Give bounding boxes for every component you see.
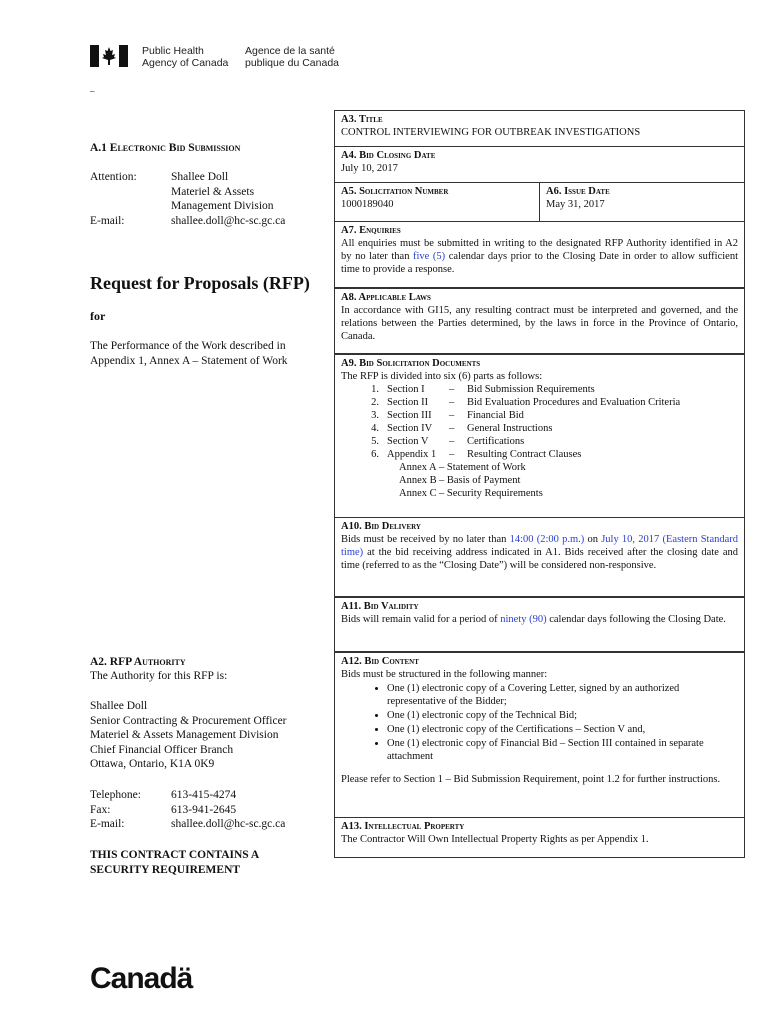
- a4-closing-date: July 10, 2017: [341, 163, 398, 174]
- rfp-title: Request for Proposals (RFP): [90, 273, 310, 293]
- a6-cell: A6. Issue Date May 31, 2017: [540, 183, 744, 221]
- a2-contact-labels: Telephone: Fax: E-mail:: [90, 789, 141, 830]
- a10-box: A10. Bid Delivery Bids must be received by no later than 14:00 (2:00 p.m.) on July 10, 2017 (Eastern Standard time) at the bid receiving address indicated in A1. Bids received after the closing date and time (referred to as the “Closing Date”) will be considered non-responsive.: [334, 517, 745, 597]
- a1-attention-block: Shallee Doll Materiel & Assets Management Division: [171, 171, 274, 212]
- annex-item: Annex C – Security Requirements: [399, 488, 543, 499]
- list-item: • One (1) electronic copy of a Covering Letter, signed by an authorized representative of the Bidder;: [387, 682, 738, 708]
- list-item: 1. Section I – Bid Submission Requirements: [371, 384, 595, 395]
- a2-authority-block: Shallee Doll Senior Contracting & Procurement Officer Materiel & Assets Management Division Chief Financial Officer Branch Ottawa, Ontario, K1A 0K9: [90, 700, 287, 770]
- list-item: 5. Section V – Certifications: [371, 436, 525, 447]
- a1-heading: A.1 Electronic Bid Submission: [90, 142, 241, 154]
- list-item: 2. Section II – Bid Evaluation Procedures and Evaluation Criteria: [371, 397, 681, 408]
- a3-title-value: CONTROL INTERVIEWING FOR OUTBREAK INVESTIGATIONS: [341, 127, 641, 138]
- a2-intro: The Authority for this RFP is:: [90, 670, 228, 682]
- a12-box: A12. Bid Content Bids must be structured in the following manner: • One (1) electronic copy of a Covering Letter, signed by an authorized representative of the Bidder; • One (1) electronic copy of the Technical Bid; • One (1) electronic copy of the Certifications – Section V and, • One (1) electronic copy of Financial Bid – Section III contained in separate attachment Please refer to Section 1 – Bid Submission Requirement, point 1.2 for further instructions.: [334, 652, 745, 818]
- a9-box: A9. Bid Solicitation Documents The RFP is divided into six (6) parts as follows: 1. Section I – Bid Submission Requirements 2. Section II – Bid Evaluation Procedures and Evaluation Criteria 3. Section III – Financial Bid 4. Section IV – General Instructions 5. Section V – Certifications 6. Appendix 1 – Resulting Contract Clauses Annex A – Statement of Work Annex B – Basis of Payment Annex C – Security Requirements: [334, 354, 745, 518]
- a2-heading: A2. RFP Authority: [90, 656, 186, 668]
- list-item: • One (1) electronic copy of Financial Bid – Section III contained in separate attachment: [387, 737, 738, 763]
- canada-wordmark: Canadä: [90, 962, 193, 995]
- a1-attention-label: Attention:: [90, 171, 137, 183]
- a3-box: A3. Title CONTROL INTERVIEWING FOR OUTBREAK INVESTIGATIONS: [334, 110, 745, 147]
- agency-name-en: Public Health Agency of Canada: [142, 45, 229, 69]
- a5-cell: A5. Solicitation Number 1000189040: [335, 183, 540, 221]
- a2-telephone[interactable]: 613-415-4274: [171, 789, 237, 801]
- a2-contact-values: [171, 788, 285, 832]
- a13-box: A13. Intellectual Property The Contractor Will Own Intellectual Property Rights as per Appendix 1.: [334, 817, 745, 858]
- a1-email-label: E-mail:: [90, 215, 125, 227]
- rfp-for: for: [90, 309, 106, 323]
- list-item: • One (1) electronic copy of the Technical Bid;: [387, 709, 738, 722]
- list-item: 3. Section III – Financial Bid: [371, 410, 524, 421]
- a11-box: A11. Bid Validity Bids will remain valid for a period of ninety (90) calendar days following the Closing Date.: [334, 597, 745, 652]
- canada-flag-icon: [90, 45, 128, 67]
- a4-box: A4. Bid Closing Date July 10, 2017: [334, 146, 745, 183]
- list-item: 4. Section IV – General Instructions: [371, 423, 553, 434]
- a2-fax: 613-941-2645: [171, 803, 237, 816]
- header-dash: –: [90, 86, 95, 96]
- a5-solicitation-number: 1000189040: [341, 199, 394, 210]
- annex-item: Annex B – Basis of Payment: [399, 475, 521, 486]
- list-item: 6. Appendix 1 – Resulting Contract Clauses: [371, 449, 582, 460]
- a12-bullet-list: [341, 682, 738, 763]
- rfp-description: The Performance of the Work described in Appendix 1, Annex A – Statement of Work: [90, 340, 288, 367]
- a9-document-list: [341, 383, 738, 461]
- annex-item: Annex A – Statement of Work: [399, 462, 526, 473]
- a8-box: A8. Applicable Laws In accordance with GI15, any resulting contract must be interpreted and governed, and the relations between the Parties determined, by the laws in force in the Province of Ontario, Canada.: [334, 288, 745, 354]
- a6-issue-date: May 31, 2017: [546, 199, 605, 210]
- security-requirement-note: THIS CONTRACT CONTAINS A SECURITY REQUIREMENT: [90, 849, 260, 876]
- a5-a6-box: [334, 182, 745, 222]
- a2-email[interactable]: shallee.doll@hc-sc.gc.ca: [171, 818, 286, 830]
- agency-name-fr: Agence de la santé publique du Canada: [245, 45, 339, 69]
- list-item: • One (1) electronic copy of the Certifications – Section V and,: [387, 723, 738, 736]
- a7-box: A7. Enquiries All enquiries must be submitted in writing to the designated RFP Authority identified in A2 by no later than five (5) calendar days prior to the Closing Date in order to allow sufficient time to provide a response.: [334, 221, 745, 288]
- a1-email[interactable]: shallee.doll@hc-sc.gc.ca: [171, 215, 286, 227]
